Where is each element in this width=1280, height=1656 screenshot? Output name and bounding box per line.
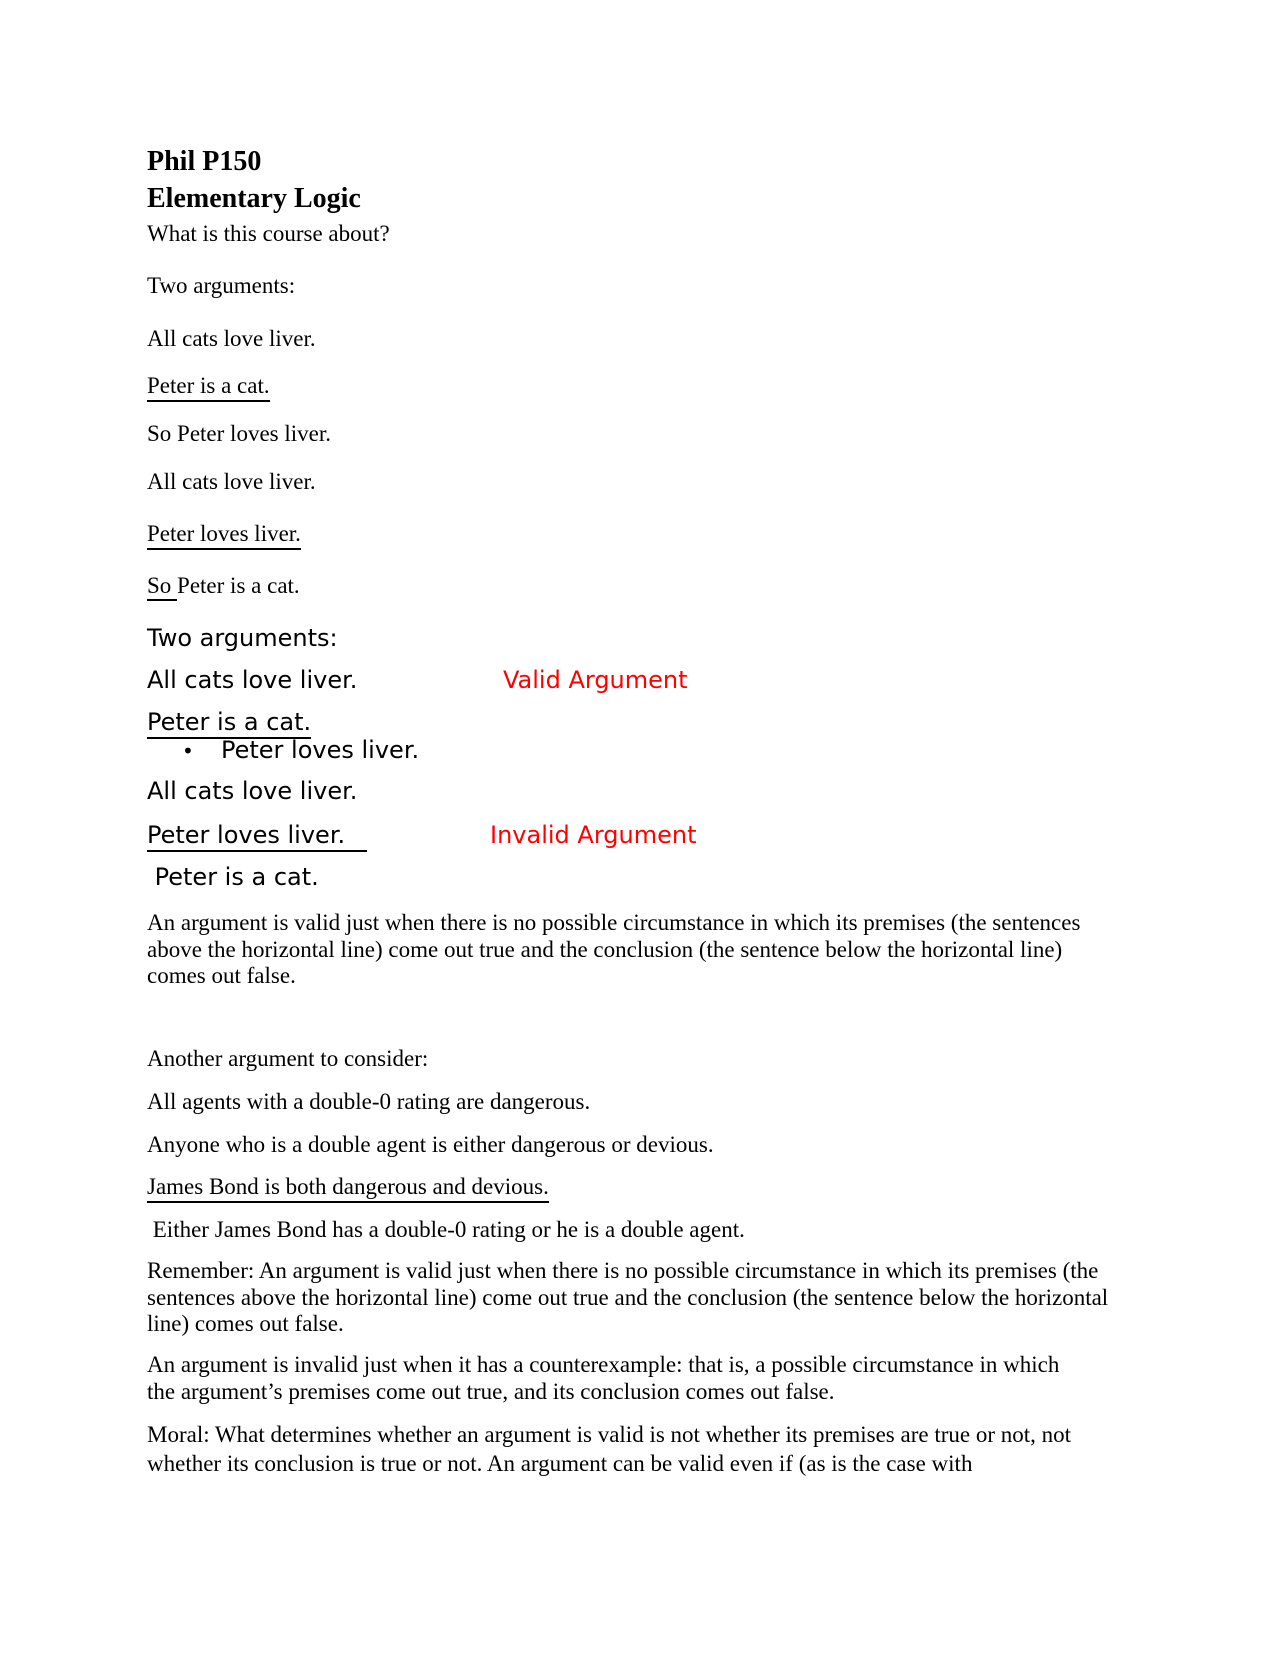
another-argument-label: Another argument to consider: xyxy=(147,1046,429,1071)
course-code: Phil P150 xyxy=(147,146,262,177)
validity-definition: An argument is valid just when there is no possible circumstance in which its premises (the sentences above the horizontal line) come out true and the conclusion (the sentence below the horizontal line) comes out false. xyxy=(147,910,1081,988)
invalid-premise1: All cats love liver. xyxy=(147,777,358,805)
arg1-premise1: All cats love liver. xyxy=(147,326,316,351)
arg2-premise2: Peter loves liver. xyxy=(147,520,301,550)
arg2-conclusion-rest: Peter is a cat. xyxy=(177,573,300,598)
arg1-premise2: Peter is a cat. xyxy=(147,372,270,402)
bond-premise2: Anyone who is a double agent is either dangerous or devious. xyxy=(147,1132,714,1157)
bond-conclusion: Either James Bond has a double-0 rating or he is a double agent. xyxy=(147,1217,745,1242)
valid-argument-label: Valid Argument xyxy=(503,666,688,694)
bond-premise1: All agents with a double-0 rating are dangerous. xyxy=(147,1089,591,1114)
slide-heading: Two arguments: xyxy=(147,624,338,652)
valid-premise1: All cats love liver. xyxy=(147,666,358,694)
arg2-premise1: All cats love liver. xyxy=(147,469,316,494)
course-title: Elementary Logic xyxy=(147,183,361,214)
arg2-conclusion xyxy=(147,572,300,599)
intro-question: What is this course about? xyxy=(147,221,390,246)
arg1-conclusion: So Peter loves liver. xyxy=(147,421,331,446)
invalid-conclusion: Peter is a cat. xyxy=(147,863,319,891)
moral-paragraph: Moral: What determines whether an argument is valid is not whether its premises are true or not, not whether its conclusion is true or not. An argument can be valid even if (as is the case with xyxy=(147,1422,1072,1476)
valid-premise2: Peter is a cat. xyxy=(147,708,311,739)
remember-paragraph: Remember: An argument is valid just when there is no possible circumstance in which its premises (the sentences above the horizontal line) come out true and the conclusion (the sentence below the horizontal line) comes out false. xyxy=(147,1258,1109,1336)
invalid-premise2: Peter loves liver. xyxy=(147,821,367,852)
valid-conclusion: Peter loves liver. xyxy=(221,736,420,764)
invalid-definition-paragraph: An argument is invalid just when it has a counterexample: that is, a possible circumstance in which the argument’s premises come out true, and its conclusion comes out false. xyxy=(147,1352,1060,1404)
arg2-conclusion-so: So xyxy=(147,573,177,601)
invalid-argument-label: Invalid Argument xyxy=(490,821,697,849)
bond-premise3: James Bond is both dangerous and devious. xyxy=(147,1173,549,1203)
bullet-icon: • xyxy=(182,739,194,763)
two-arguments-label: Two arguments: xyxy=(147,273,296,298)
